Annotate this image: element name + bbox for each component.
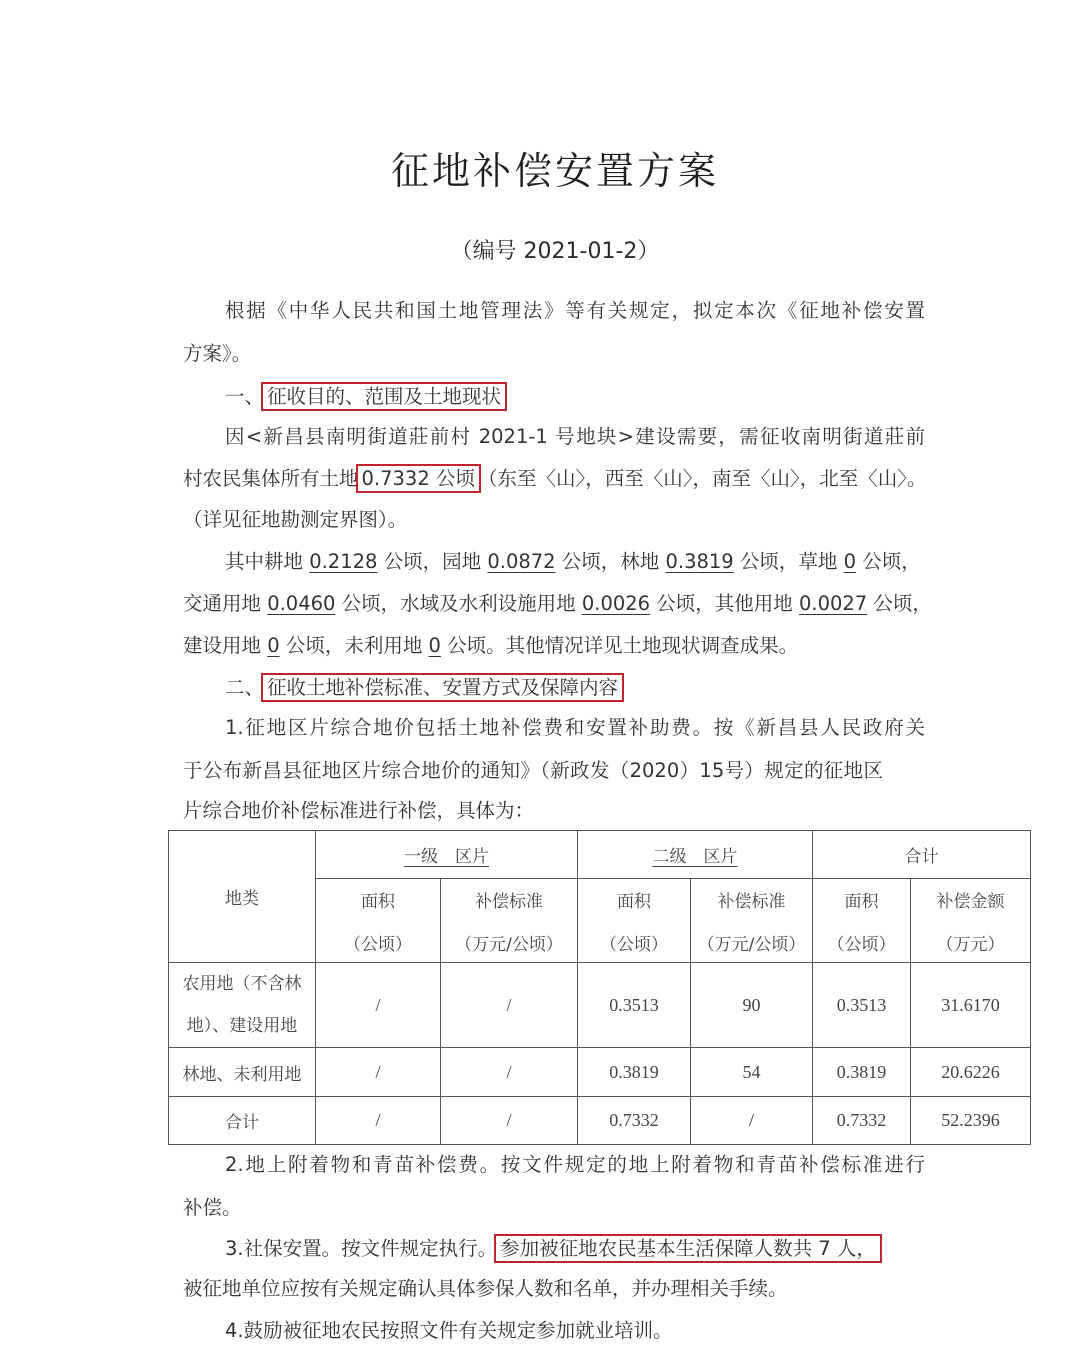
text-segment: 村农民集体所有土地 bbox=[183, 467, 359, 490]
text-segment: 3.社保安置。按文件规定执行。 bbox=[225, 1237, 498, 1260]
text-segment: 公顷， bbox=[867, 592, 932, 615]
underlined-value: 0.2128 bbox=[309, 550, 378, 573]
text-line bbox=[225, 1234, 879, 1264]
text-segment: 公顷，园地 bbox=[377, 550, 488, 573]
underlined-value: 0 bbox=[267, 634, 280, 657]
underlined-value: 0 bbox=[843, 550, 857, 573]
text-line bbox=[225, 1316, 673, 1346]
text-line bbox=[183, 1193, 242, 1223]
text-line bbox=[225, 713, 925, 743]
text-segment: 二、 bbox=[225, 676, 265, 699]
text-line bbox=[225, 296, 925, 326]
header-standard: 补偿标准 （万元/公顷） bbox=[441, 879, 578, 963]
text-line bbox=[183, 1274, 788, 1304]
table-total-row: 合计 / / 0.7332 / 0.7332 52.2396 bbox=[169, 1097, 1031, 1145]
text-segment: 公顷，林地 bbox=[555, 550, 666, 573]
text-line bbox=[183, 589, 932, 619]
text-segment: 其中耕地 bbox=[225, 550, 310, 573]
header-zone-1: 一级 区片 bbox=[316, 831, 578, 879]
header-land-type: 地类 bbox=[169, 831, 316, 963]
text-segment: 于公布新昌县征地区片综合地价的通知》（新政发（2020）15号）规定的征地区 bbox=[183, 759, 883, 782]
text-line bbox=[225, 1150, 925, 1180]
underlined-value: 0.0460 bbox=[267, 592, 336, 615]
table-row: 农用地（不含林地）、建设用地 / / 0.3513 90 0.3513 31.6170 bbox=[169, 963, 1031, 1048]
header-area: 面积 （公顷） bbox=[316, 879, 441, 963]
table-row: 林地、未利用地 / / 0.3819 54 0.3819 20.6226 bbox=[169, 1048, 1031, 1097]
text-segment: 2.地上附着物和青苗补偿费。按文件规定的地上附着物和青苗补偿标准进行 bbox=[225, 1153, 925, 1176]
text-segment: 建设用地 bbox=[183, 634, 268, 657]
text-line bbox=[183, 631, 798, 661]
text-segment: （详见征地勘测定界图）。 bbox=[183, 508, 408, 531]
header-standard: 补偿标准 （万元/公顷） bbox=[691, 879, 813, 963]
text-segment: 公顷，其他用地 bbox=[650, 592, 799, 615]
text-segment: 补偿。 bbox=[183, 1196, 242, 1219]
header-area: 面积 （公顷） bbox=[813, 879, 911, 963]
document-title: 征地补偿安置方案 bbox=[390, 149, 719, 193]
highlight-box: 0.7332 公顷 bbox=[359, 467, 478, 490]
text-segment: 被征地单位应按有关规定确认具体参保人数和名单，并办理相关手续。 bbox=[183, 1277, 788, 1300]
text-segment: （东至〈山〉，西至〈山〉，南至〈山〉，北至〈山〉。 bbox=[477, 467, 927, 490]
text-line bbox=[225, 382, 504, 412]
text-segment: 公顷，水域及水利设施用地 bbox=[335, 592, 582, 615]
text-line bbox=[225, 547, 921, 577]
highlight-box: 参加被征地农民基本生活保障人数共 7 人， bbox=[497, 1237, 879, 1260]
text-segment: 交通用地 bbox=[183, 592, 268, 615]
header-amount: 补偿金额 （万元） bbox=[911, 879, 1031, 963]
text-segment: 公顷。其他情况详见土地现状调查成果。 bbox=[440, 634, 799, 657]
text-line bbox=[183, 505, 407, 535]
text-line bbox=[183, 464, 926, 494]
header-total: 合计 bbox=[813, 831, 1031, 879]
text-segment: 公顷，未利用地 bbox=[279, 634, 429, 657]
underlined-value: 0.0872 bbox=[487, 550, 556, 573]
text-line bbox=[225, 422, 925, 452]
underlined-value: 0.0027 bbox=[798, 592, 868, 615]
underlined-value: 0.0026 bbox=[581, 592, 651, 615]
text-segment: 4.鼓励被征地农民按照文件有关规定参加就业培训。 bbox=[225, 1319, 673, 1342]
text-segment: 公顷， bbox=[856, 550, 921, 573]
text-line bbox=[225, 673, 621, 703]
highlight-box: 征收目的、范围及土地现状 bbox=[264, 385, 504, 408]
underlined-value: 0.3819 bbox=[665, 550, 734, 573]
text-segment: 片综合地价补偿标准进行补偿，具体为： bbox=[183, 799, 535, 822]
text-segment: 因<新昌县南明街道莊前村 2021-1 号地块>建设需要，需征收南明街道莊前 bbox=[225, 425, 925, 448]
compensation-table bbox=[168, 830, 1031, 1145]
header-zone-2: 二级 区片 bbox=[578, 831, 813, 879]
underlined-value: 0 bbox=[428, 634, 441, 657]
text-line bbox=[183, 756, 883, 786]
text-segment: 一、 bbox=[225, 385, 265, 408]
text-segment: 方案》。 bbox=[183, 342, 252, 365]
text-segment: 公顷，草地 bbox=[733, 550, 844, 573]
highlight-box: 征收土地补偿标准、安置方式及保障内容 bbox=[264, 676, 621, 699]
text-segment: 根据《中华人民共和国土地管理法》等有关规定，拟定本次《征地补偿安置 bbox=[225, 299, 925, 322]
document-number: （编号 2021-01-2） bbox=[450, 239, 660, 264]
text-line bbox=[183, 339, 251, 369]
header-area: 面积 （公顷） bbox=[578, 879, 691, 963]
text-segment: 1.征地区片综合地价包括土地补偿费和安置补助费。按《新昌县人民政府关 bbox=[225, 716, 925, 739]
